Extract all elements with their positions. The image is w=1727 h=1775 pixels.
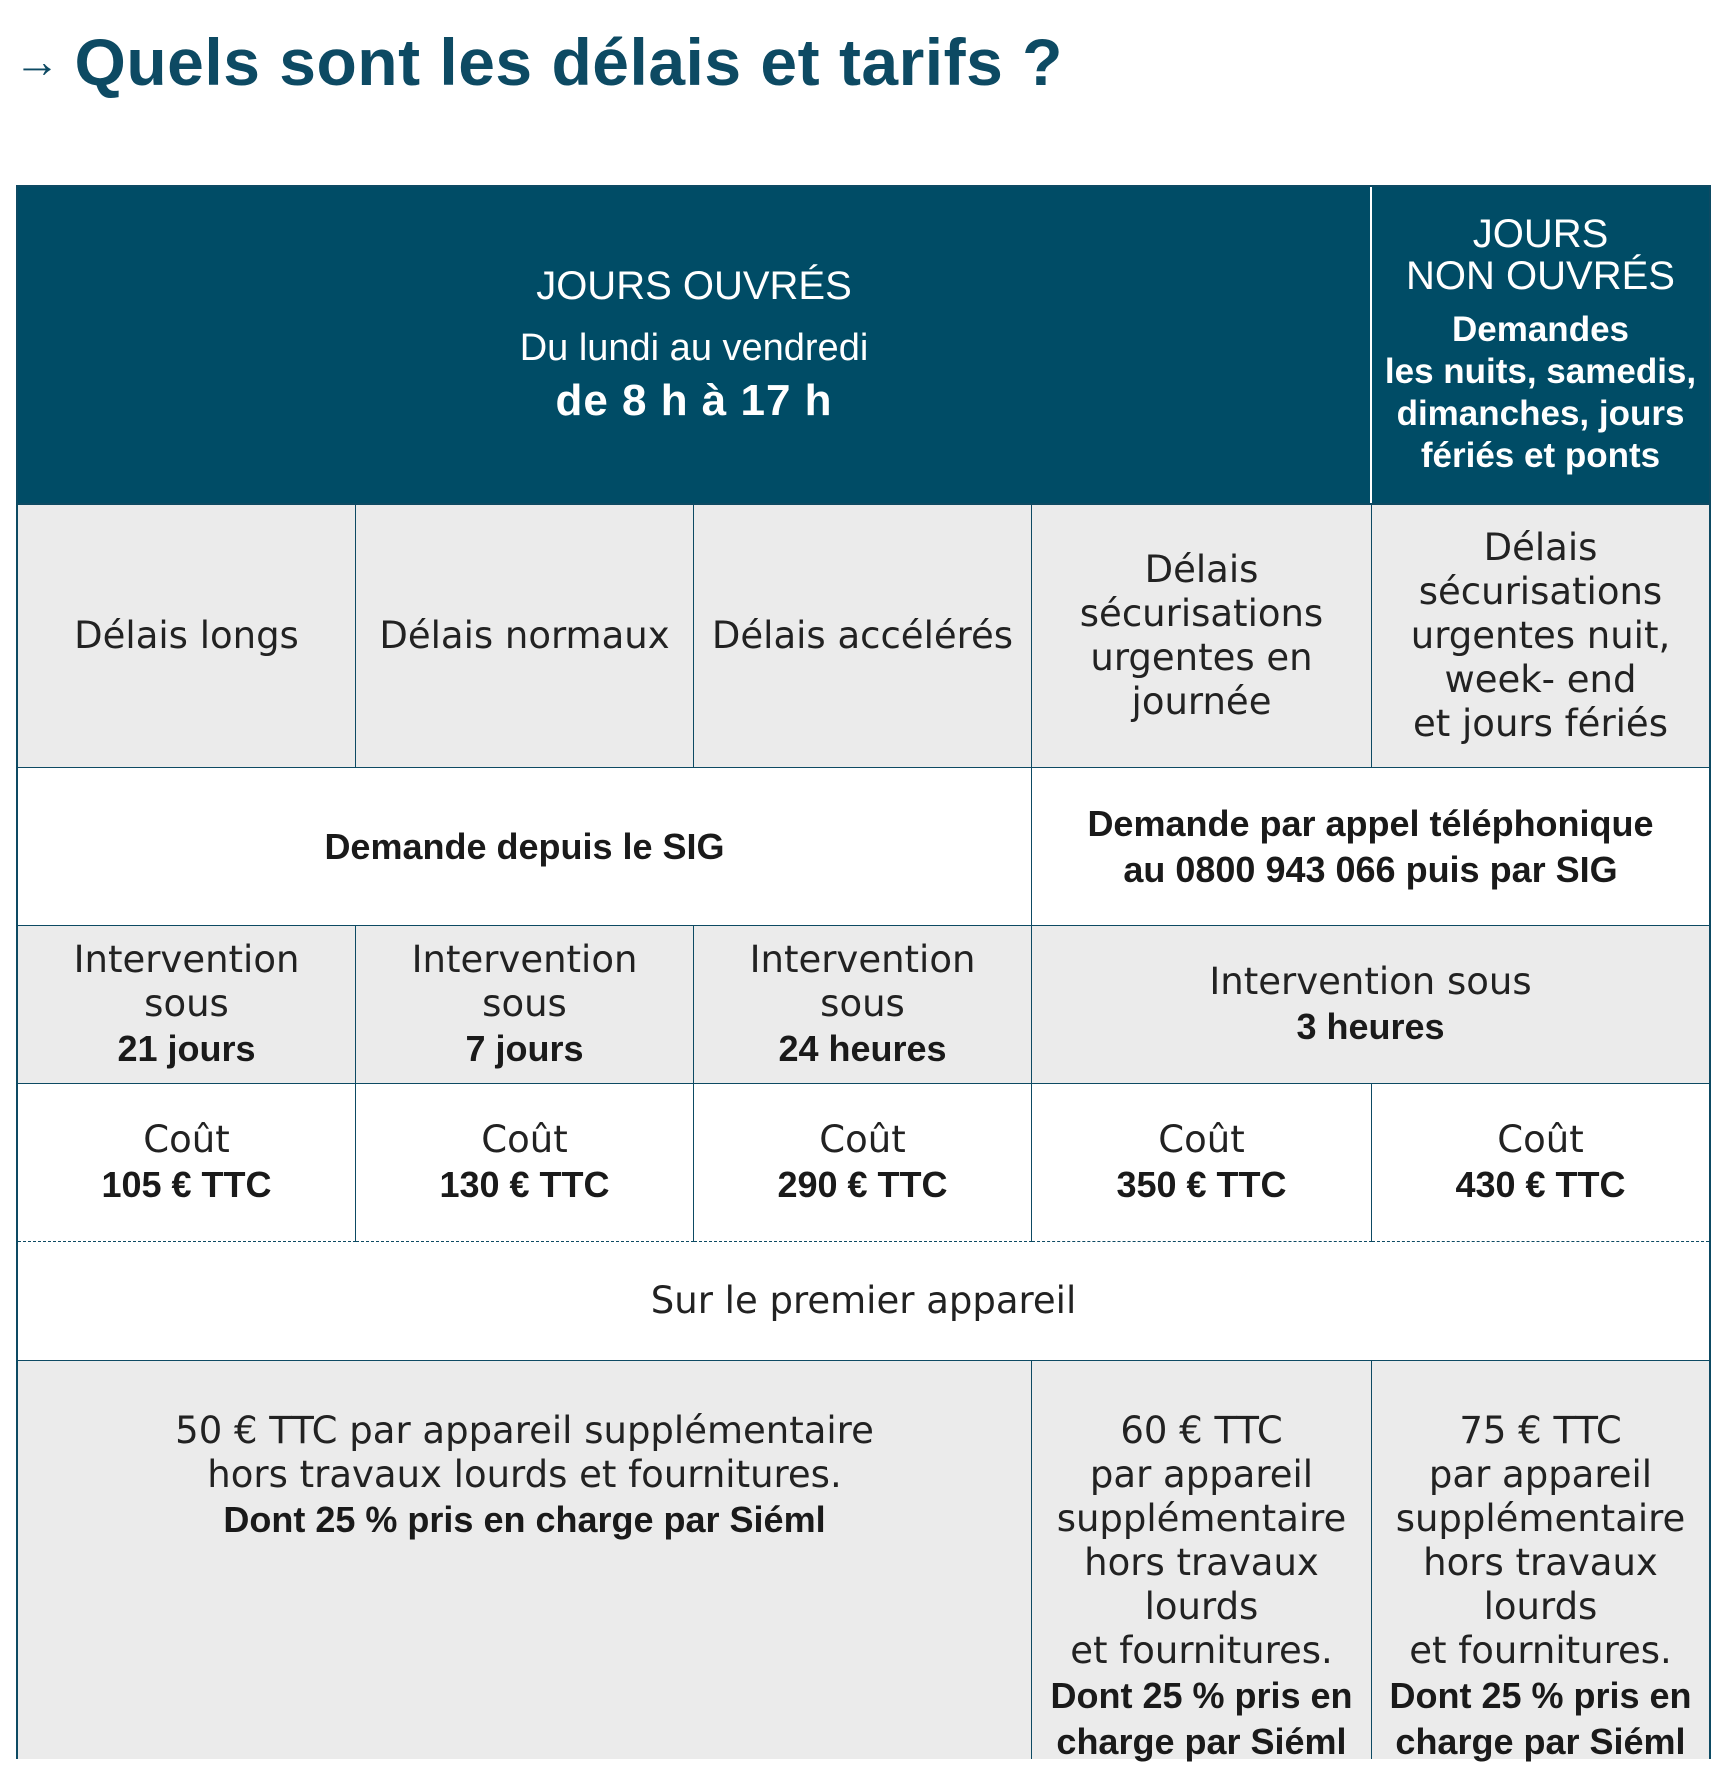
delay-label: Délais accélérés (711, 614, 1014, 657)
delay-cell (694, 503, 1032, 768)
page-title (14, 24, 1063, 100)
intervention-cell (1032, 926, 1709, 1084)
delay-label: Délais sécurisations urgentes nuit, week- end et jours fériés (1410, 526, 1671, 745)
delay-cell (18, 503, 356, 768)
cost-label: Coût (143, 1117, 230, 1161)
extra-devices-urgent-day-cell (1032, 1361, 1372, 1762)
header-non-working-days-subtitle: Demandes les nuits, samedis, dimanches, jours fériés et ponts (1384, 310, 1697, 475)
cost-value: 430 € TTC (1455, 1163, 1626, 1205)
extra-devices-urgent-day-text: 60 € TTC par appareil supplémentaire hors travaux lourds et fournitures. (1056, 1409, 1347, 1672)
cost-cell (1372, 1084, 1709, 1242)
cost-label: Coût (1497, 1117, 1584, 1161)
cost-value: 130 € TTC (439, 1163, 610, 1205)
request-phone-cell (1032, 768, 1709, 926)
intervention-label: Intervention sous (411, 937, 638, 1025)
header-non-working-days-title: JOURS NON OUVRÉS (1406, 212, 1675, 298)
cost-cell (356, 1084, 694, 1242)
delay-cell (1032, 503, 1372, 768)
intervention-value: 7 jours (465, 1027, 584, 1069)
intervention-cell (694, 926, 1032, 1084)
cost-label: Coût (819, 1117, 906, 1161)
cost-cell (694, 1084, 1032, 1242)
cost-cell (1032, 1084, 1372, 1242)
arrow-right-icon: → (14, 35, 61, 87)
header-working-days-hours: de 8 h à 17 h (555, 376, 833, 425)
header-working-days-subtitle: Du lundi au vendredi (519, 327, 869, 369)
cost-value: 350 € TTC (1116, 1163, 1287, 1205)
intervention-value: 21 jours (117, 1027, 256, 1069)
extra-devices-urgent-day-note: Dont 25 % pris en charge par Siéml (1050, 1675, 1353, 1762)
extra-devices-urgent-night-text: 75 € TTC par appareil supplémentaire hors travaux lourds et fournitures. (1395, 1409, 1686, 1672)
header-working-days (18, 187, 1372, 503)
page-title-text: Quels sont les délais et tarifs ? (74, 25, 1063, 99)
cost-cell (18, 1084, 356, 1242)
delay-cell (1372, 503, 1709, 768)
intervention-label: Intervention sous (749, 937, 976, 1025)
request-phone-label: Demande par appel téléphonique au 0800 943 066 puis par SIG (1087, 802, 1654, 890)
cost-label: Coût (481, 1117, 568, 1161)
intervention-value: 3 heures (1296, 1005, 1445, 1047)
cost-label: Coût (1158, 1117, 1245, 1161)
extra-devices-urgent-night-note: Dont 25 % pris en charge par Siéml (1389, 1675, 1692, 1762)
intervention-label: Intervention sous (73, 937, 300, 1025)
header-working-days-title: JOURS OUVRÉS (536, 264, 852, 308)
delay-cell (356, 503, 694, 768)
delay-label: Délais sécurisations urgentes en journée (1079, 548, 1324, 723)
extra-devices-working-note: Dont 25 % pris en charge par Siéml (223, 1499, 826, 1540)
header-non-working-days (1372, 187, 1709, 503)
delay-label: Délais normaux (379, 614, 670, 657)
cost-value: 105 € TTC (101, 1163, 272, 1205)
intervention-value: 24 heures (778, 1027, 947, 1069)
intervention-cell (18, 926, 356, 1084)
delay-label: Délais longs (74, 614, 299, 657)
intervention-cell (356, 926, 694, 1084)
request-sig-cell (18, 768, 1032, 926)
first-device-label: Sur le premier appareil (650, 1279, 1077, 1322)
request-sig-label: Demande depuis le SIG (324, 825, 725, 867)
cost-value: 290 € TTC (777, 1163, 948, 1205)
extra-devices-working-cell (18, 1361, 1032, 1759)
rates-table (16, 185, 1711, 1762)
extra-devices-urgent-night-cell (1372, 1361, 1709, 1762)
extra-devices-working-text: 50 € TTC par appareil supplémentaire hors travaux lourds et fournitures. (175, 1409, 874, 1496)
intervention-label: Intervention sous (1209, 959, 1532, 1003)
first-device-cell (18, 1242, 1709, 1361)
